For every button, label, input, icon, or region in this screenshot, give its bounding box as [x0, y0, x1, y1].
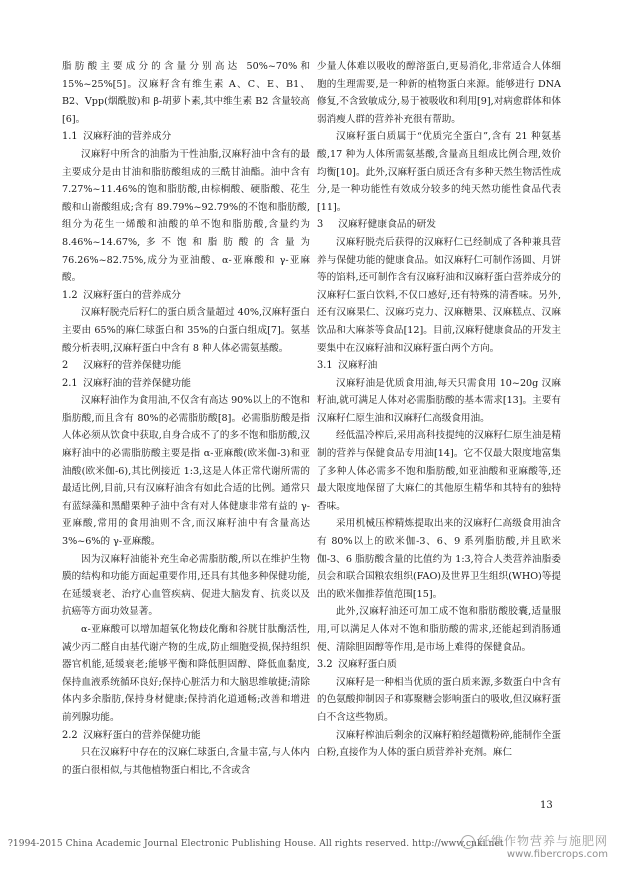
paragraph-3: 汉麻籽脱壳后获得的汉麻籽仁已经制成了各种兼具营养与保健功能的健康食品。如汉麻籽仁可制作汤圆、月饼等的馅料,还可制作含有汉麻籽油和汉麻籽蛋白营养成分的汉麻籽仁蛋白饮料,不仅口感好,还有特殊的清香味。另外,还有汉麻果仁、汉麻巧克力、汉麻糖果、汉麻糕点、汉麻饮品和大麻茶等食品[12]。目前,汉麻籽健康食品的开发主要集中在汉麻籽油和汉麻籽蛋白两个方向。	[317, 236, 561, 354]
section-title: 汉麻籽油	[338, 360, 378, 372]
paragraph-2-1c: α-亚麻酸可以增加超氧化物歧化酶和谷胱甘肽酶活性,减少丙二醛自由基代谢产物的生成,防止细胞受损,保持组织器官机能,延缓衰老;能够平衡和降低胆固醇、降低血黏度,保持血液系统循环良好;保持心脏活力和大脑思维敏捷;清除体内多余脂肪,保持身材健康;保持消化道通畅;改善和增进前列腺功能。	[62, 624, 310, 723]
paragraph-3-1a: 汉麻籽油是优质食用油,每天只需食用 10~20g 汉麻籽油,就可满足人体对必需脂肪酸的基本需求[13]。主要有汉麻籽仁原生油和汉麻籽仁高级食用油。	[317, 377, 561, 424]
section-title: 汉麻籽蛋白质	[338, 659, 397, 671]
leaf-logo-icon	[461, 835, 475, 849]
section-number: 1.2	[62, 289, 78, 301]
section-heading-1-2	[62, 287, 310, 305]
continued-paragraph: 少量人体难以吸收的醇溶蛋白,更易消化,非常适合人体细胞的生理需要,是一种新的植物蛋白来源。能够进行 DNA 修复,不含致敏成分,易于被吸收和利用[9],对病愈群体和体弱消瘦人群的营养补充很有帮助。	[317, 61, 561, 125]
paragraph-2-2: 只在汉麻籽中存在的汉麻仁球蛋白,含量丰富,与人体内的蛋白很相似,与其他植物蛋白相比,不含或含	[62, 747, 310, 776]
section-heading-3-2	[317, 656, 561, 674]
paragraph-1-2: 汉麻籽脱壳后籽仁的蛋白质含量超过 40%,汉麻籽蛋白主要由 65%的麻仁球蛋白和 35%的白蛋白组成[7]。氨基酸分析表明,汉麻籽蛋白中含有 8 种人体必需氨基酸。	[62, 307, 310, 354]
watermark-cn: 纤维作物营养与施肥网	[461, 835, 608, 849]
section-heading-1-1	[62, 128, 310, 146]
paragraph-3-1d: 此外,汉麻籽油还可加工成不饱和脂肪酸胶囊,适量服用,可以满足人体对不饱和脂肪酸的需求,还能起到消肠通便、清除胆固醇等作用,是市场上难得的保健食品。	[317, 606, 561, 653]
intro-paragraph: 脂肪酸主要成分的含量分别高达 50%~70%和 15%~25%[5]。汉麻籽含有维生素 A、C、E、B1、B2、Vpp(烟酰胺)和 β-胡萝卜素,其中维生素 B2 含量较高[6]。	[62, 61, 310, 125]
section-title: 汉麻籽健康食品的研发	[338, 219, 437, 231]
section-heading-3	[317, 216, 561, 234]
footer	[8, 839, 504, 849]
section-heading-2-1	[62, 375, 310, 393]
paragraph-2-1b: 因为汉麻籽油能补充生命必需脂肪酸,所以在维护生物膜的结构和功能方面起重要作用,还具有其他多种保健功能,在延缓衰老、治疗心血管疾病、促进大脑发育、抗炎以及抗癌等方面功效显著。	[62, 553, 310, 618]
protein-paragraph: 汉麻籽蛋白质属于“优质完全蛋白”,含有 21 种氨基酸,17 种为人体所需氨基酸,含量高且组成比例合理,效价均衡[10]。此外,汉麻籽蛋白质还含有多种天然生物活性成分,是一种功能性有效成分较多的纯天然功能性食品代表[11]。	[317, 131, 561, 213]
section-number: 2.2	[62, 729, 78, 741]
section-heading-2-2	[62, 727, 310, 745]
cnki-link[interactable]: http://www.cnki.net	[412, 839, 504, 849]
watermark-url: www.fibercrops.com	[506, 849, 608, 860]
right-column	[317, 58, 561, 762]
paragraph-2-1a: 汉麻籽油作为食用油,不仅含有高达 90%以上的不饱和脂肪酸,而且含有 80%的必需脂肪酸[8]。必需脂肪酸是指人体必须从饮食中获取,自身合成不了的多不饱和脂肪酸,汉麻籽油中的必需脂肪酸主要是指 α-亚麻酸(欧米伽-3)和亚油酸(欧米伽-6),其比例接近 1:3,这是人体正常代谢所需的最适比例,目前,只有汉麻籽油含有如此合适的比例。通常只有蓝绿藻和黑醋栗种子油中含有对人体健康非常有益的 γ-亚麻酸,常用的食用油则不含,而汉麻籽油中有含量高达 3%~6%的 γ-亚麻酸。	[62, 395, 310, 548]
section-heading-3-1	[317, 357, 561, 375]
page-number: 13	[540, 800, 553, 811]
section-number: 1.1	[62, 131, 78, 143]
section-title: 汉麻籽油的营养保健功能	[83, 377, 191, 389]
paragraph-3-2a: 汉麻籽是一种相当优质的蛋白质来源,多数蛋白中含有的色氨酸抑制因子和寡聚糖会影响蛋白的吸收,但汉麻籽蛋白不含这些物质。	[317, 676, 561, 723]
paragraph-3-2b: 汉麻籽榨油后剩余的汉麻籽粕经超微粉碎,能制作全蛋白粉,直接作为人体的蛋白质营养补充剂。麻仁	[317, 729, 561, 759]
section-number: 3.2	[317, 659, 333, 671]
section-title: 汉麻籽的营养保健功能	[83, 360, 182, 372]
left-column	[62, 58, 310, 779]
paragraph-1-1: 汉麻籽中所含的油脂为干性油脂,汉麻籽油中含有的最主要成分是由甘油和脂肪酸组成的三酰甘油酯。油中含有 7.27%~11.46%的饱和脂肪酸,由棕榈酸、硬脂酸、花生酸和山嵛酸组成;含有 89.79%~92.79%的不饱和脂肪酸,组分为花生一烯酸和油酸的单不饱和脂肪酸,含量约为 8.46%~14.67%,多不饱和脂肪酸的含量为 76.26%~82.75%,成分为亚油酸、α-亚麻酸和 γ-亚麻酸。	[62, 148, 310, 284]
copyright-text: ?1994-2015 China Academic Journal Electronic Publishing House. All rights reserved.	[8, 839, 410, 849]
section-heading-2	[62, 357, 310, 375]
section-number: 3.1	[317, 360, 333, 372]
section-title: 汉麻籽蛋白的营养成分	[83, 289, 182, 301]
paragraph-3-1c: 采用机械压榨精炼提取出来的汉麻籽仁高级食用油含有 80%以上的欧米伽-3、6、9 系列脂肪酸,并且欧米伽-3、6 脂肪酸含量的比值约为 1:3,符合人类营养油脂委员会和联合国粮农组织(FAO)及世界卫生组织(WHO)等提出的欧米伽推荐值范围[15]。	[317, 518, 561, 600]
watermark	[461, 835, 608, 861]
section-number: 3	[317, 219, 324, 231]
paragraph-3-1b: 经低温冷榨后,采用高科技提纯的汉麻籽仁原生油是精制的营养与保健食品专用油[14]。它不仅最大限度地富集了多种人体必需多不饱和脂肪酸,如亚油酸和亚麻酸等,还最大限度地保留了大麻仁的其他原生精华和其特有的独特香味。	[317, 430, 561, 512]
section-number: 2.1	[62, 377, 78, 389]
section-title: 汉麻籽蛋白的营养保健功能	[83, 729, 201, 741]
section-number: 2	[62, 360, 69, 372]
section-title: 汉麻籽油的营养成分	[83, 131, 172, 143]
